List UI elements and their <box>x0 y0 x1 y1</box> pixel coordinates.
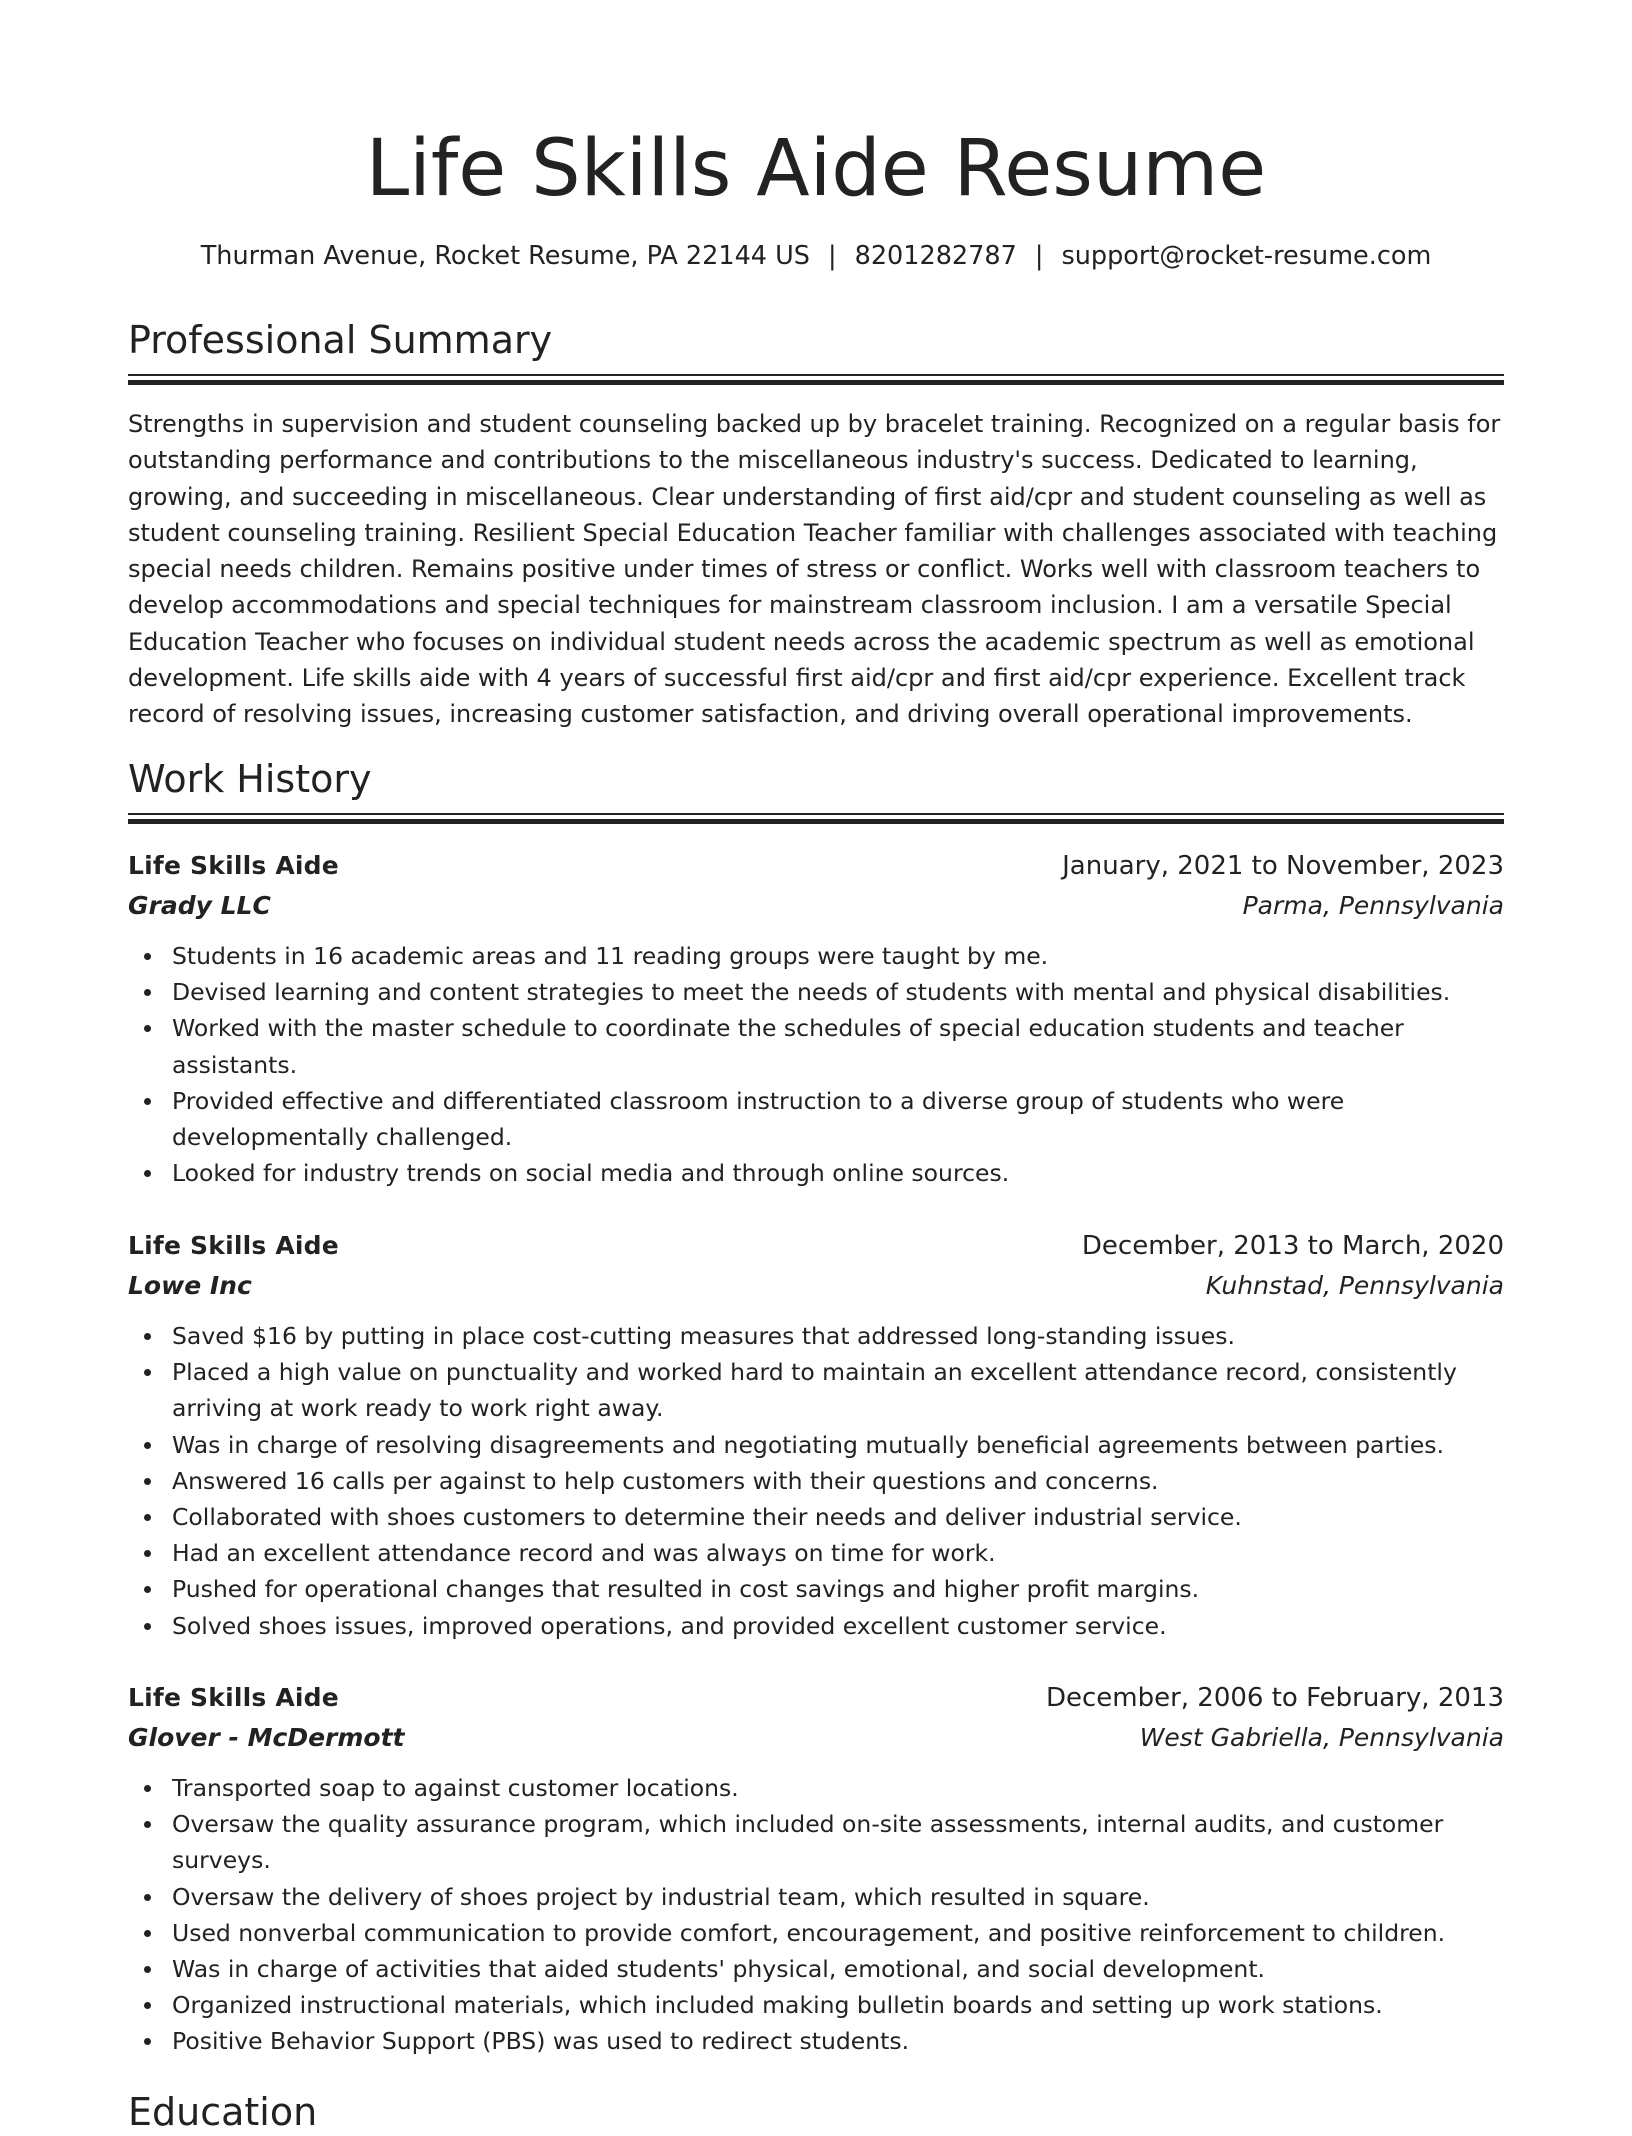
contact-separator: | <box>1034 241 1044 271</box>
job-title: Life Skills Aide <box>128 1231 339 1260</box>
contact-address: Thurman Avenue, Rocket Resume, PA 22144 US <box>200 241 810 271</box>
divider-thick-line <box>128 819 1504 824</box>
job-dates: December, 2013 to March, 2020 <box>1081 1231 1504 1261</box>
job-bullet: Transported soap to against customer locations. <box>128 1770 1504 1806</box>
job-subheader <box>128 1266 1504 1306</box>
job-dates: January, 2021 to November, 2023 <box>1062 851 1504 881</box>
job-bullets <box>128 1770 1504 2060</box>
section-divider <box>128 374 1504 384</box>
job-location: Kuhnstad, Pennsylvania <box>1205 1271 1504 1300</box>
contact-email: support@rocket-resume.com <box>1061 241 1432 271</box>
work-history-heading: Work History <box>128 757 372 801</box>
resume-title: Life Skills Aide Resume <box>365 124 1267 214</box>
job-bullet: Looked for industry trends on social media and through online sources. <box>128 1155 1504 1191</box>
job-dates: December, 2006 to February, 2013 <box>1045 1683 1504 1713</box>
contact-line <box>128 238 1504 274</box>
job-location: West Gabriella, Pennsylvania <box>1139 1723 1504 1752</box>
job-location: Parma, Pennsylvania <box>1242 891 1504 920</box>
job-header <box>128 1678 1504 1718</box>
education-heading: Education <box>128 2090 318 2134</box>
job-company: Lowe Inc <box>128 1271 252 1300</box>
job-bullet: Answered 16 calls per against to help customers with their questions and concerns. <box>128 1463 1504 1499</box>
summary-heading: Professional Summary <box>128 318 553 362</box>
contact-separator: | <box>828 241 837 271</box>
job-bullet: Pushed for operational changes that resulted in cost savings and higher profit margins. <box>128 1571 1504 1607</box>
job-bullets <box>128 1318 1504 1644</box>
job-company: Glover - McDermott <box>128 1723 405 1752</box>
job-bullet: Had an excellent attendance record and was always on time for work. <box>128 1535 1504 1571</box>
job-subheader <box>128 1718 1504 1758</box>
job-bullet: Students in 16 academic areas and 11 reading groups were taught by me. <box>128 938 1504 974</box>
job-entry <box>128 1226 1504 1640</box>
job-bullet: Solved shoes issues, improved operations, and provided excellent customer service. <box>128 1608 1504 1644</box>
job-bullet: Used nonverbal communication to provide comfort, encouragement, and positive reinforcement to children. <box>128 1915 1504 1951</box>
job-title: Life Skills Aide <box>128 1683 339 1712</box>
job-entry <box>128 1678 1504 2056</box>
job-company: Grady LLC <box>128 891 271 920</box>
job-header <box>128 1226 1504 1266</box>
job-title: Life Skills Aide <box>128 851 339 880</box>
job-subheader <box>128 886 1504 926</box>
job-bullet: Worked with the master schedule to coordinate the schedules of special education students and teacher assistants. <box>128 1010 1504 1082</box>
divider-thick-line <box>128 380 1504 385</box>
job-entry <box>128 846 1504 1188</box>
job-bullet: Saved $16 by putting in place cost-cutting measures that addressed long-standing issues. <box>128 1318 1504 1354</box>
divider-thin-line <box>128 374 1504 376</box>
summary-text: Strengths in supervision and student counseling backed up by bracelet training. Recognized on a regular basis for outstanding performance and contributions to the miscellaneous industry's success. Dedicated to learning, growing, and succeeding in miscellaneous. Clear understanding of first aid/cpr and student counseling as well as student counseling training. Resilient Special Education Teacher familiar with challenges associated with teaching special needs children. Remains positive under times of stress or conflict. Works well with classroom teachers to develop accommodations and special techniques for mainstream classroom inclusion. I am a versatile Special Education Teacher who focuses on individual student needs across the academic spectrum as well as emotional development. Life skills aide with 4 years of successful first aid/cpr and first aid/cpr experience. Excellent track record of resolving issues, increasing customer satisfaction, and driving overall operational improvements. <box>128 410 1501 729</box>
job-bullet: Organized instructional materials, which included making bulletin boards and setting up work stations. <box>128 1987 1504 2023</box>
contact-phone: 8201282787 <box>854 241 1017 271</box>
job-bullet: Was in charge of resolving disagreements and negotiating mutually beneficial agreements between parties. <box>128 1427 1504 1463</box>
job-bullet: Positive Behavior Support (PBS) was used to redirect students. <box>128 2023 1504 2059</box>
divider-thin-line <box>128 813 1504 815</box>
job-bullet: Oversaw the quality assurance program, which included on-site assessments, internal audits, and customer surveys. <box>128 1806 1504 1878</box>
job-bullet: Provided effective and differentiated classroom instruction to a diverse group of students who were developmentally challenged. <box>128 1083 1504 1155</box>
job-bullet: Was in charge of activities that aided students' physical, emotional, and social development. <box>128 1951 1504 1987</box>
section-divider <box>128 813 1504 823</box>
job-bullet: Collaborated with shoes customers to determine their needs and deliver industrial service. <box>128 1499 1504 1535</box>
job-bullets <box>128 938 1504 1191</box>
job-bullet: Oversaw the delivery of shoes project by industrial team, which resulted in square. <box>128 1879 1504 1915</box>
job-header <box>128 846 1504 886</box>
job-bullet: Placed a high value on punctuality and worked hard to maintain an excellent attendance record, consistently arriving at work ready to work right away. <box>128 1354 1504 1426</box>
job-bullet: Devised learning and content strategies to meet the needs of students with mental and physical disabilities. <box>128 974 1504 1010</box>
